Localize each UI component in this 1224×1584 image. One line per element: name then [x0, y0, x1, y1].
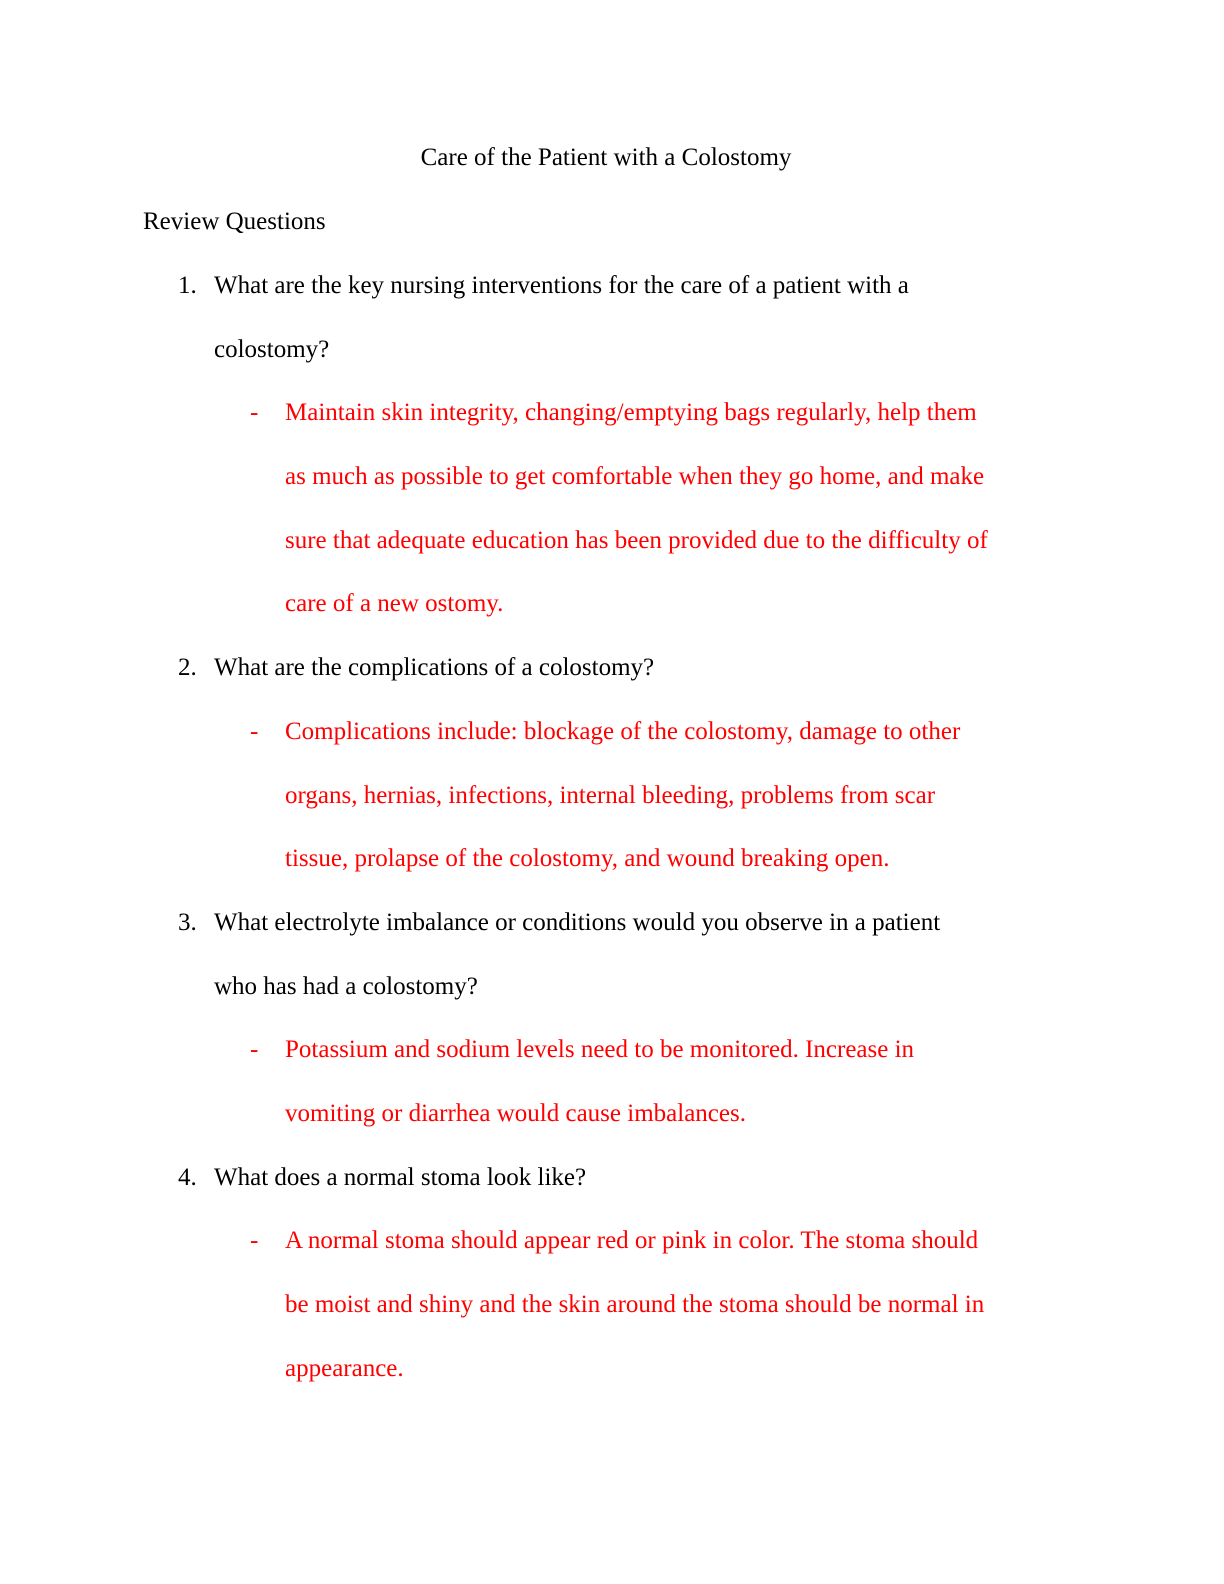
document-title: Care of the Patient with a Colostomy — [420, 144, 792, 171]
answer-bullet-dash: - — [250, 399, 259, 427]
answer-line — [0, 714, 1224, 778]
section-heading: Review Questions — [143, 208, 326, 235]
answer-4 — [0, 1223, 1224, 1414]
answer-line — [0, 586, 1224, 650]
question-4 — [0, 1160, 1224, 1224]
question-text: What electrolyte imbalance or conditions would you observe in a patient — [214, 908, 941, 936]
question-line — [0, 969, 1224, 1033]
answer-text: be moist and shiny and the skin around the stoma should be normal in — [285, 1291, 985, 1318]
question-number: 2. — [178, 654, 197, 682]
answer-line — [0, 841, 1224, 905]
question-text: What are the key nursing interventions for the care of a patient with a — [214, 272, 909, 299]
answer-line — [0, 1287, 1224, 1351]
answer-text: A normal stoma should appear red or pink in color. The stoma should — [285, 1227, 979, 1255]
answer-line — [0, 1096, 1224, 1160]
answer-text: Complications include: blockage of the colostomy, damage to other — [285, 717, 961, 745]
question-1 — [0, 268, 1224, 395]
answer-line — [0, 523, 1224, 587]
answer-text: appearance. — [285, 1354, 404, 1382]
answer-text: Maintain skin integrity, changing/emptying bags regularly, help them — [285, 399, 977, 427]
answer-bullet-dash: - — [250, 1036, 259, 1064]
answer-line — [0, 395, 1224, 459]
answer-line — [0, 778, 1224, 842]
question-number: 3. — [178, 908, 197, 936]
question-text: What are the complications of a colostomy? — [214, 654, 655, 682]
answer-1 — [0, 395, 1224, 650]
question-line — [0, 1160, 1224, 1224]
answer-line — [0, 1351, 1224, 1415]
question-number: 1. — [178, 272, 197, 299]
answer-2 — [0, 714, 1224, 905]
question-number: 4. — [178, 1163, 197, 1191]
answer-3 — [0, 1032, 1224, 1159]
answer-bullet-dash: - — [250, 1227, 259, 1255]
answer-text: tissue, prolapse of the colostomy, and wound breaking open. — [285, 845, 890, 873]
answer-text: sure that adequate education has been provided due to the difficulty of — [285, 526, 988, 554]
answer-text: Potassium and sodium levels need to be monitored. Increase in — [285, 1036, 915, 1064]
question-line — [0, 905, 1224, 969]
question-line — [0, 650, 1224, 714]
question-text: colostomy? — [214, 335, 330, 363]
question-text: who has had a colostomy? — [214, 972, 478, 1000]
question-line — [0, 332, 1224, 396]
question-3 — [0, 905, 1224, 1032]
review-questions-list — [0, 268, 1224, 1414]
answer-text: care of a new ostomy. — [285, 590, 504, 618]
question-text: What does a normal stoma look like? — [214, 1163, 587, 1191]
question-2 — [0, 650, 1224, 714]
answer-text: organs, hernias, infections, internal bleeding, problems from scar — [285, 781, 936, 809]
answer-line — [0, 459, 1224, 523]
answer-line — [0, 1223, 1224, 1287]
answer-bullet-dash: - — [250, 717, 259, 745]
answer-text: vomiting or diarrhea would cause imbalances. — [285, 1099, 746, 1127]
question-line — [0, 268, 1224, 332]
answer-line — [0, 1032, 1224, 1096]
answer-text: as much as possible to get comfortable when they go home, and make — [285, 463, 985, 491]
